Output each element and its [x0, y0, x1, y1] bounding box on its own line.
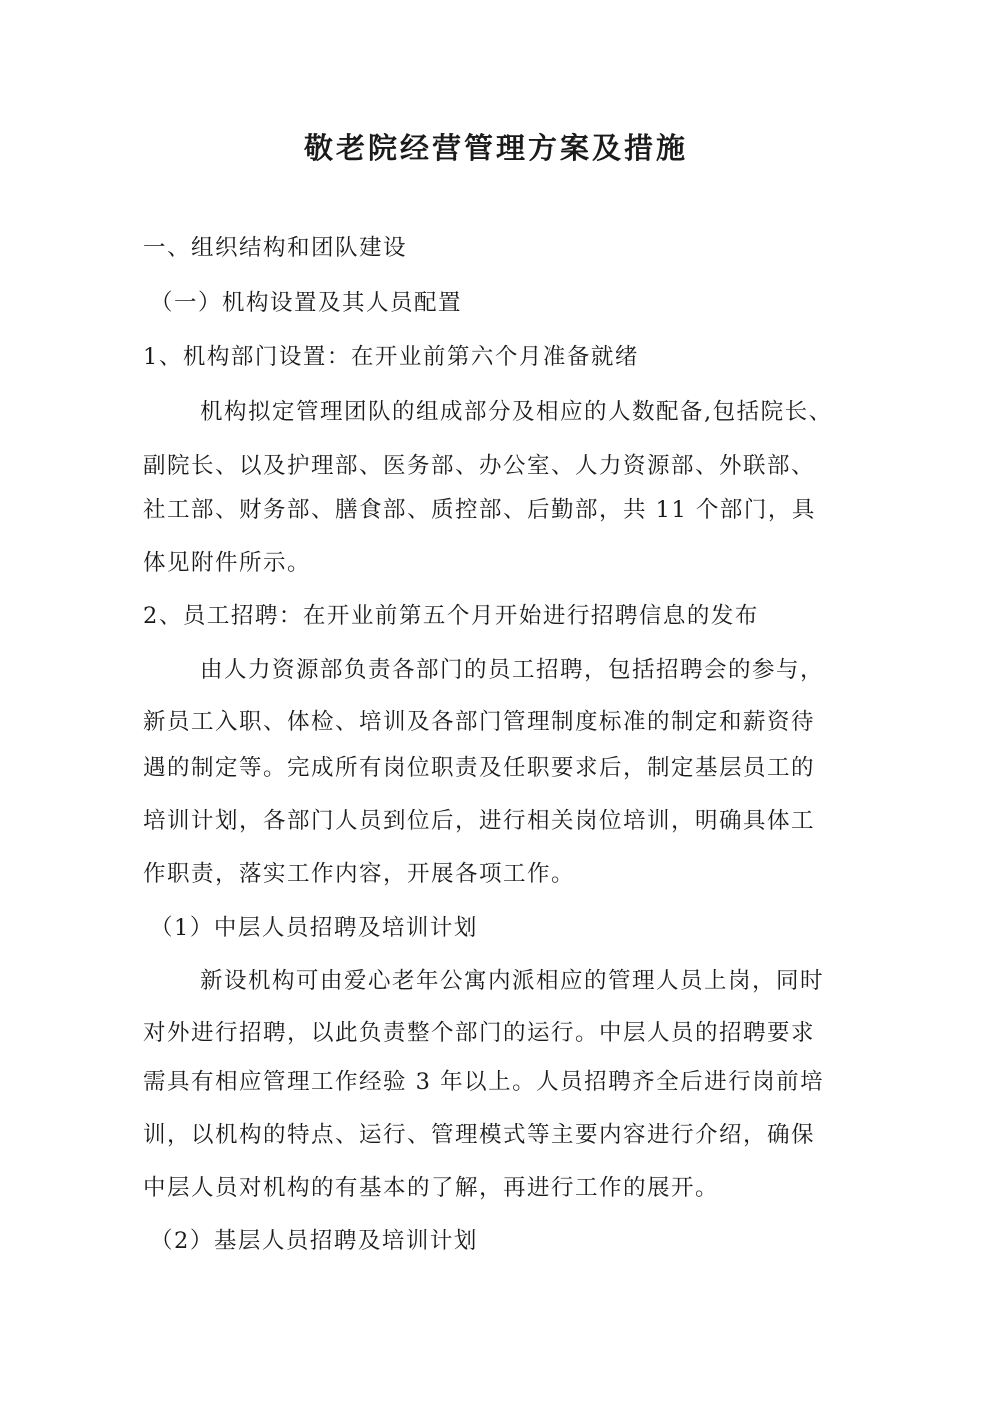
paragraph-line: 作职责，落实工作内容，开展各项工作。 [143, 861, 576, 887]
paragraph-line: 新设机构可由爱心老年公寓内派相应的管理人员上岗，同时 [200, 968, 825, 994]
paragraph-line: 需具有相应管理工作经验 3 年以上。人员招聘齐全后进行岗前培 [143, 1069, 825, 1095]
paragraph-line: 中层人员对机构的有基本的了解，再进行工作的展开。 [143, 1175, 720, 1201]
paragraph-line: 遇的制定等。完成所有岗位职责及任职要求后，制定基层员工的 [143, 755, 816, 781]
paragraph-line: 副院长、以及护理部、医务部、办公室、人力资源部、外联部、 [143, 453, 816, 479]
subitem-heading: （1）中层人员招聘及培训计划 [150, 915, 478, 941]
paragraph-line: 由人力资源部负责各部门的员工招聘，包括招聘会的参与， [200, 657, 825, 683]
paragraph-line: 训，以机构的特点、运行、管理模式等主要内容进行介绍，确保 [143, 1122, 816, 1148]
paragraph-line: 培训计划，各部门人员到位后，进行相关岗位培训，明确具体工 [143, 808, 816, 834]
paragraph-line: 机构拟定管理团队的组成部分及相应的人数配备,包括院长、 [200, 399, 833, 425]
item-heading: 1、机构部门设置：在开业前第六个月准备就绪 [143, 344, 639, 370]
item-heading: 2、员工招聘：在开业前第五个月开始进行招聘信息的发布 [143, 603, 759, 629]
document-title: 敬老院经营管理方案及措施 [303, 131, 688, 165]
section-heading: 一、组织结构和团队建设 [143, 235, 408, 261]
paragraph-line: 社工部、财务部、膳食部、质控部、后勤部，共 11 个部门，具 [143, 497, 816, 523]
subsection-heading: （一）机构设置及其人员配置 [150, 290, 463, 316]
paragraph-line: 对外进行招聘，以此负责整个部门的运行。中层人员的招聘要求 [143, 1020, 816, 1046]
paragraph-line: 新员工入职、体检、培训及各部门管理制度标准的制定和薪资待 [143, 709, 816, 735]
subitem-heading: （2）基层人员招聘及培训计划 [150, 1228, 478, 1254]
paragraph-line: 体见附件所示。 [143, 550, 312, 576]
